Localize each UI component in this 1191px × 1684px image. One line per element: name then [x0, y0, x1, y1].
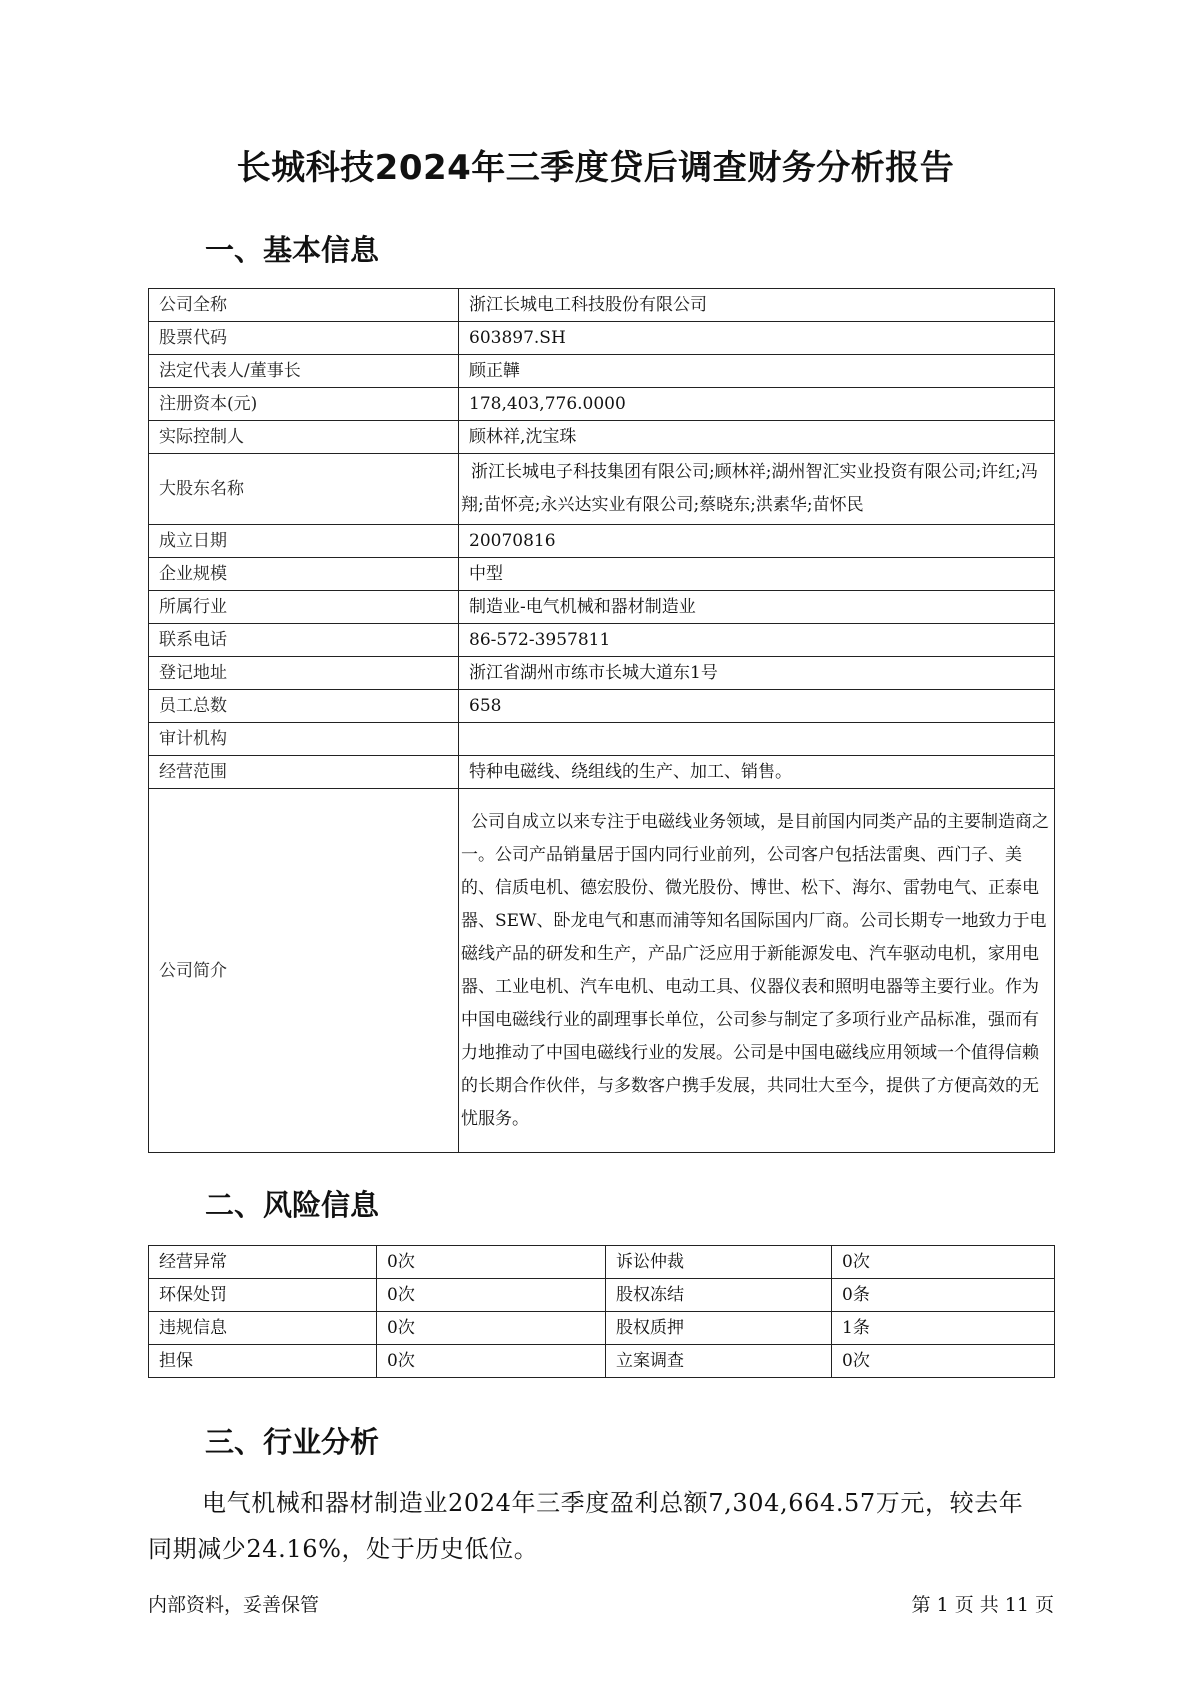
- basic-info-row: [149, 624, 1055, 657]
- basic-info-row: [149, 454, 1055, 525]
- basic-info-label: 公司简介: [149, 789, 459, 1153]
- basic-info-row: [149, 289, 1055, 322]
- risk-label: 经营异常: [149, 1246, 377, 1279]
- basic-info-table: [148, 288, 1055, 1153]
- basic-info-value: 178,403,776.0000: [459, 388, 1055, 421]
- basic-info-row: [149, 591, 1055, 624]
- risk-info-row: [149, 1246, 1055, 1279]
- footer-page-number: 第 1 页 共 11 页: [911, 1594, 1054, 1616]
- basic-info-value: 浙江长城电工科技股份有限公司: [459, 289, 1055, 322]
- basic-info-value: [459, 723, 1055, 756]
- report-title: 长城科技2024年三季度贷后调查财务分析报告: [236, 148, 955, 188]
- basic-info-label: 成立日期: [149, 525, 459, 558]
- footer-confidential-note: 内部资料，妥善保管: [148, 1594, 320, 1616]
- basic-info-label: 联系电话: [149, 624, 459, 657]
- risk-value: 0次: [377, 1312, 606, 1345]
- risk-label: 违规信息: [149, 1312, 377, 1345]
- basic-info-value: 658: [459, 690, 1055, 723]
- section-heading-basic-info: 一、基本信息: [205, 233, 380, 267]
- basic-info-row: [149, 322, 1055, 355]
- basic-info-value: 86-572-3957811: [459, 624, 1055, 657]
- basic-info-value: 603897.SH: [459, 322, 1055, 355]
- basic-info-value: 浙江长城电子科技集团有限公司;顾林祥;湖州智汇实业投资有限公司;许红;冯翔;苗怀亮;永兴达实业有限公司;蔡晓东;洪素华;苗怀民: [459, 454, 1055, 525]
- risk-info-row: [149, 1345, 1055, 1378]
- basic-info-label: 大股东名称: [149, 454, 459, 525]
- risk-info-table: [148, 1245, 1055, 1378]
- basic-info-row: [149, 723, 1055, 756]
- basic-info-row: [149, 558, 1055, 591]
- basic-info-value: 顾正韡: [459, 355, 1055, 388]
- basic-info-label: 所属行业: [149, 591, 459, 624]
- basic-info-row: [149, 355, 1055, 388]
- basic-info-row: [149, 525, 1055, 558]
- section-heading-industry-analysis: 三、行业分析: [205, 1425, 380, 1459]
- risk-label: 股权质押: [606, 1312, 832, 1345]
- basic-info-label: 实际控制人: [149, 421, 459, 454]
- basic-info-row: [149, 421, 1055, 454]
- basic-info-value: 顾林祥,沈宝珠: [459, 421, 1055, 454]
- risk-label: 立案调查: [606, 1345, 832, 1378]
- industry-analysis-paragraph: 电气机械和器材制造业2024年三季度盈利总额7,304,664.57万元，较去年同期减少24.16%，处于历史低位。: [148, 1489, 1024, 1563]
- basic-info-value: 公司自成立以来专注于电磁线业务领域，是目前国内同类产品的主要制造商之一。公司产品销量居于国内同行业前列，公司客户包括法雷奥、西门子、美的、信质电机、德宏股份、微光股份、博世、松下、海尔、雷勃电气、正泰电器、SEW、卧龙电气和惠而浦等知名国际国内厂商。公司长期专一地致力于电磁线产品的研发和生产，产品广泛应用于新能源发电、汽车驱动电机，家用电器、工业电机、汽车电机、电动工具、仪器仪表和照明电器等主要行业。作为中国电磁线行业的副理事长单位，公司参与制定了多项行业产品标准，强而有力地推动了中国电磁线行业的发展。公司是中国电磁线应用领域一个值得信赖的长期合作伙伴，与多数客户携手发展，共同壮大至今，提供了方便高效的无忧服务。: [459, 789, 1055, 1153]
- basic-info-value: 特种电磁线、绕组线的生产、加工、销售。: [459, 756, 1055, 789]
- risk-label: 诉讼仲裁: [606, 1246, 832, 1279]
- basic-info-label: 企业规模: [149, 558, 459, 591]
- basic-info-row: [149, 756, 1055, 789]
- risk-value: 0次: [832, 1345, 1055, 1378]
- section-heading-risk-info: 二、风险信息: [205, 1188, 380, 1222]
- risk-value: 0次: [377, 1279, 606, 1312]
- risk-info-row: [149, 1312, 1055, 1345]
- risk-label: 环保处罚: [149, 1279, 377, 1312]
- basic-info-label: 员工总数: [149, 690, 459, 723]
- basic-info-label: 审计机构: [149, 723, 459, 756]
- basic-info-value: 中型: [459, 558, 1055, 591]
- risk-value: 0次: [377, 1345, 606, 1378]
- risk-info-row: [149, 1279, 1055, 1312]
- basic-info-label: 法定代表人/董事长: [149, 355, 459, 388]
- basic-info-label: 股票代码: [149, 322, 459, 355]
- basic-info-label: 经营范围: [149, 756, 459, 789]
- basic-info-value: 制造业-电气机械和器材制造业: [459, 591, 1055, 624]
- basic-info-value: 浙江省湖州市练市长城大道东1号: [459, 657, 1055, 690]
- basic-info-value: 20070816: [459, 525, 1055, 558]
- basic-info-label: 公司全称: [149, 289, 459, 322]
- basic-info-label: 注册资本(元): [149, 388, 459, 421]
- risk-label: 担保: [149, 1345, 377, 1378]
- basic-info-row: [149, 388, 1055, 421]
- basic-info-row: [149, 657, 1055, 690]
- basic-info-row: [149, 789, 1055, 1153]
- risk-value: 0次: [377, 1246, 606, 1279]
- basic-info-label: 登记地址: [149, 657, 459, 690]
- risk-value: 0条: [832, 1279, 1055, 1312]
- risk-label: 股权冻结: [606, 1279, 832, 1312]
- basic-info-row: [149, 690, 1055, 723]
- risk-value: 0次: [832, 1246, 1055, 1279]
- risk-value: 1条: [832, 1312, 1055, 1345]
